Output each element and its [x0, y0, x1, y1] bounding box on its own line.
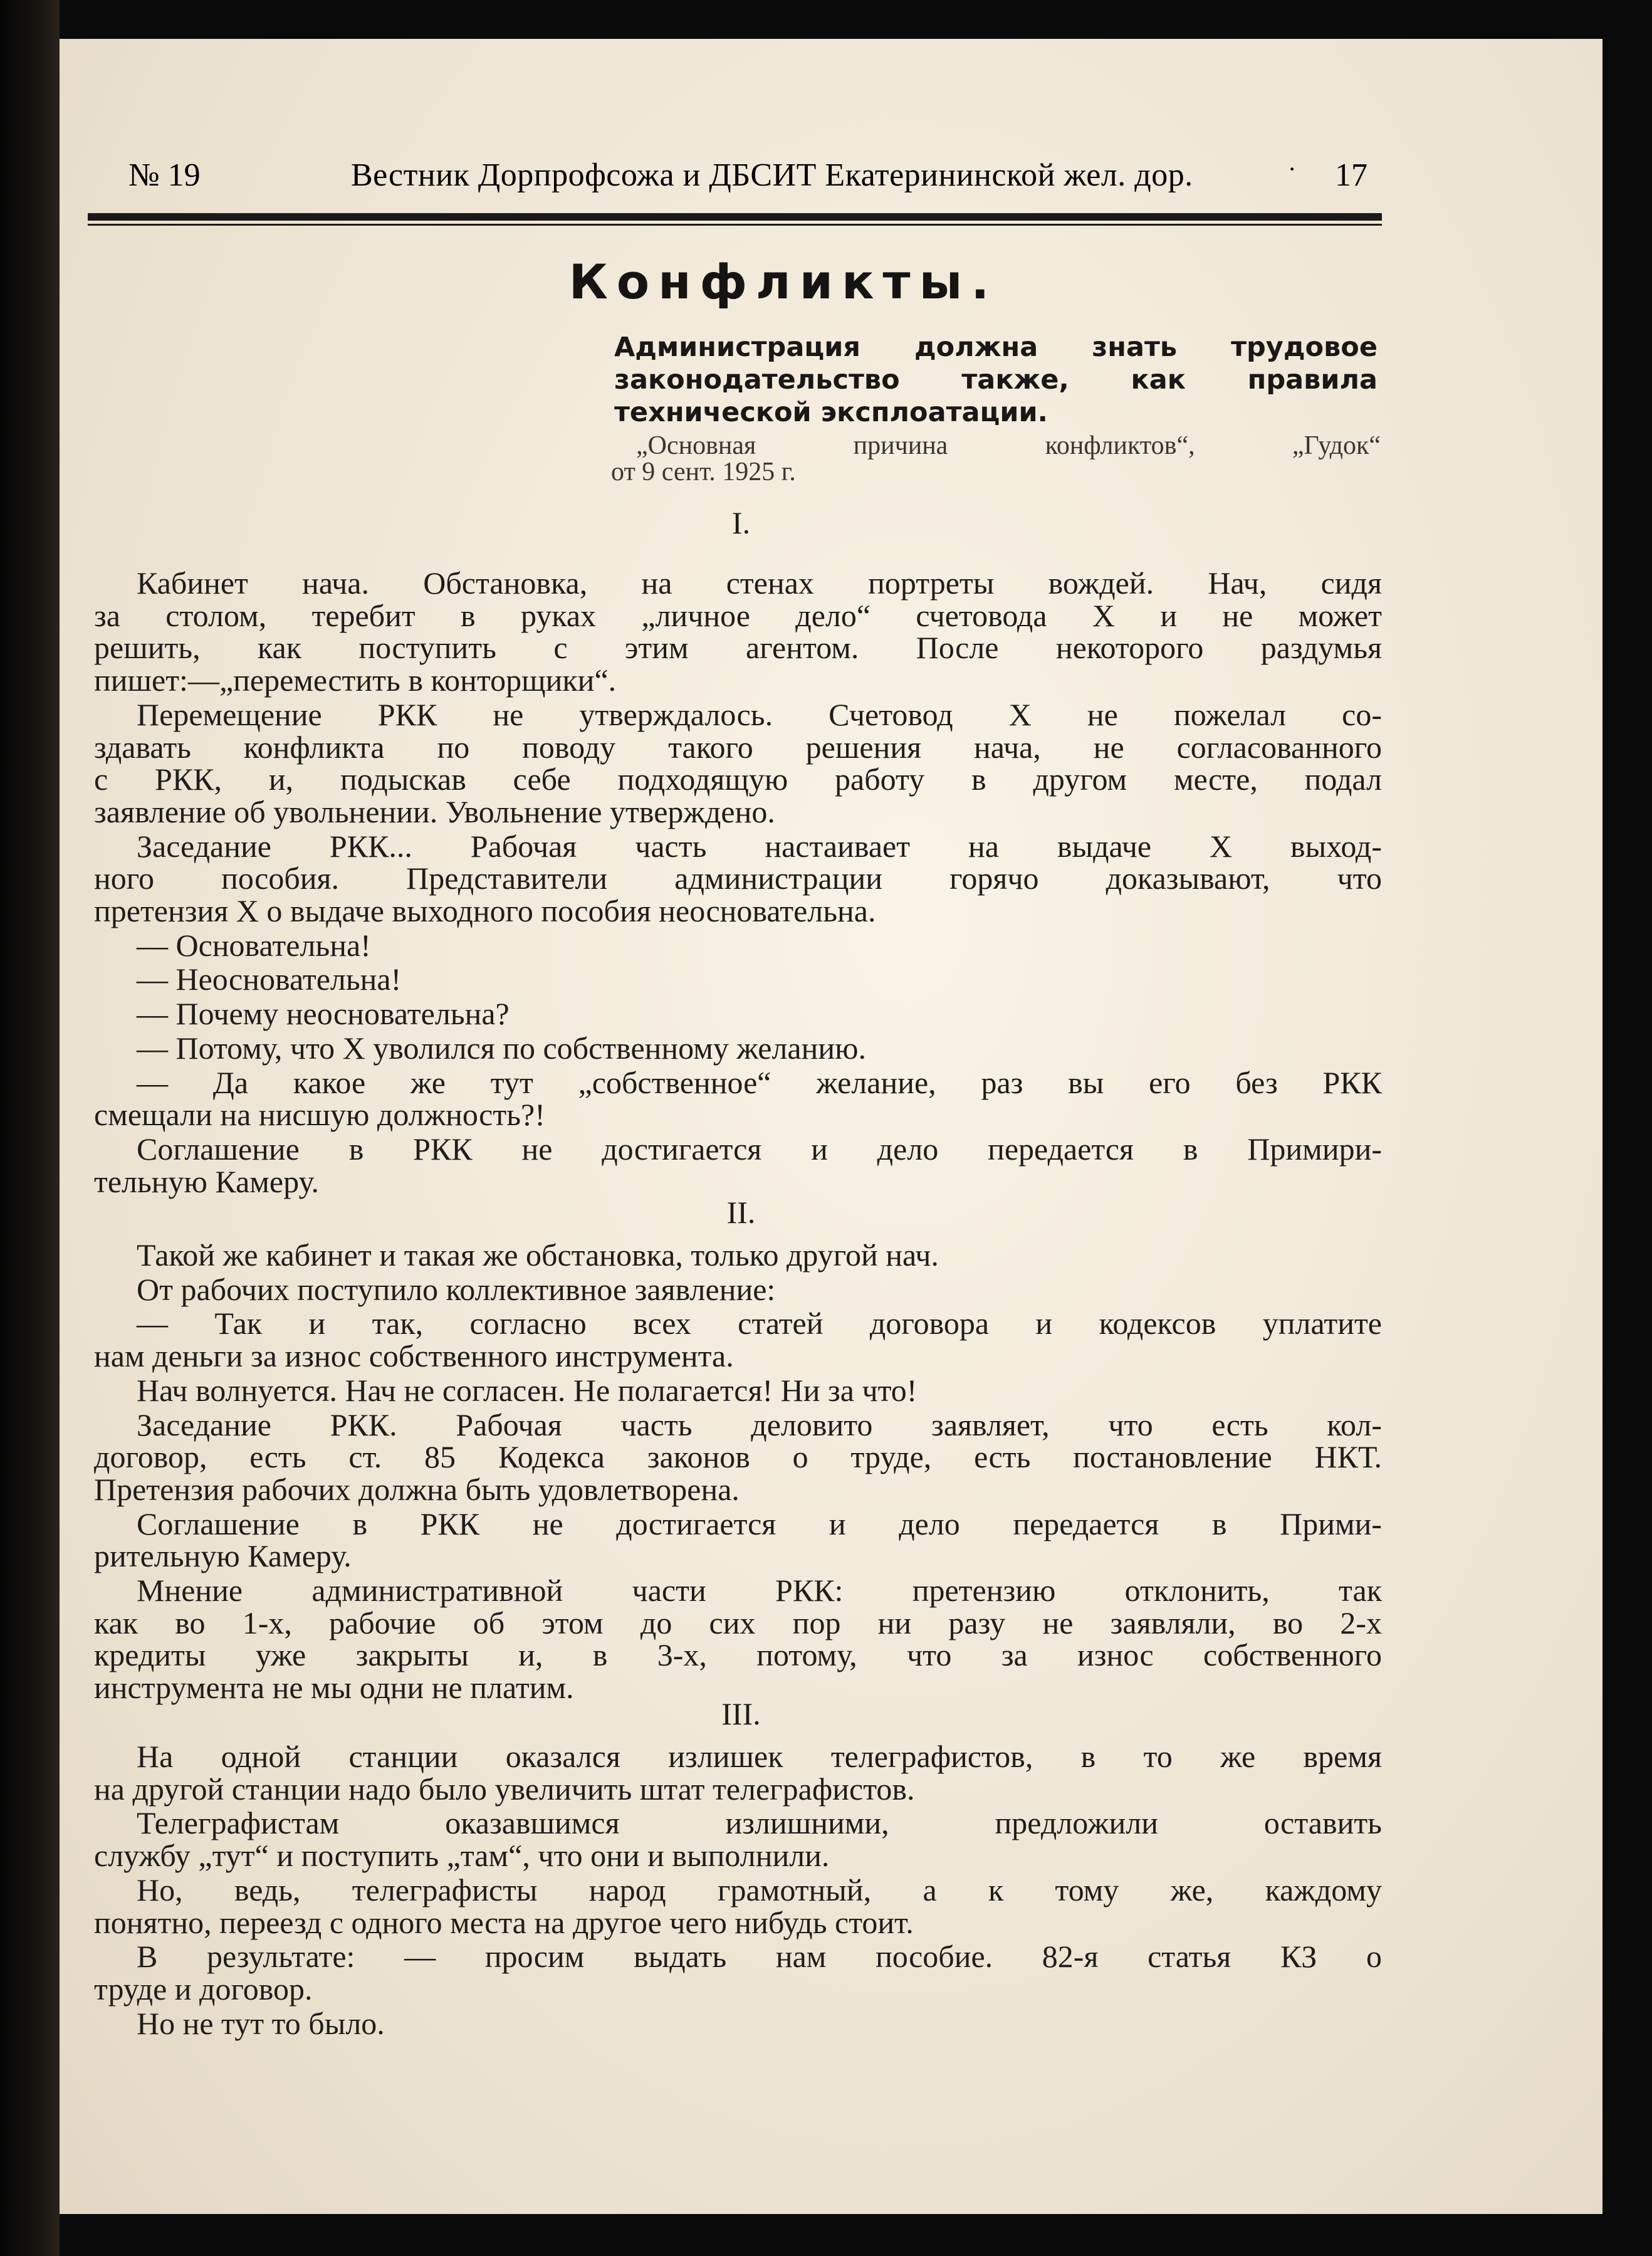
text-line: ного пособия. Представители администрации горячо доказывают, что — [94, 861, 1382, 896]
issue-number: № 19 — [128, 157, 201, 193]
text-line: Телеграфистам оказавшимся излишними, предложили оставить — [137, 1805, 1382, 1841]
text-line: тельную Камеру. — [94, 1163, 319, 1199]
text-line: за столом, теребит в руках „личное дело“ счетовода Х и не может — [94, 597, 1382, 633]
text-line: — Основательна! — [137, 927, 371, 963]
paragraph — [94, 963, 1382, 996]
paragraph — [94, 1741, 1382, 1805]
section-numeral: II. — [726, 1195, 756, 1230]
text-line: как во 1-х, рабочие об этом до сих пор ни разу не заявляли, во 2-х — [94, 1605, 1382, 1640]
paragraph — [94, 696, 1382, 829]
source-line: от 9 сент. 1925 г. — [611, 458, 796, 486]
text-line: Претензия рабочих должна быть удовлетворена. — [94, 1471, 740, 1507]
header-rule-thick — [88, 213, 1382, 221]
paragraph — [94, 1133, 1382, 1198]
text-line: — Потому, что Х уволился по собственному желанию. — [137, 1030, 866, 1066]
text-line: Соглашение в РКК не достигается и дело передается в Прими- — [137, 1506, 1382, 1541]
text-line: Мнение административной части РКК: претензию отклонить, так — [137, 1573, 1382, 1608]
paragraph — [94, 927, 1382, 963]
text-line: с РКК, и, подыскав себе подходящую работу в другом месте, подал — [94, 762, 1382, 797]
paragraph — [94, 1575, 1382, 1704]
text-line: заявление об увольнении. Увольнение утверждено. — [94, 794, 775, 829]
epigraph — [614, 331, 1378, 429]
paragraph — [94, 1308, 1382, 1372]
text-line: — Почему неосновательна? — [137, 996, 510, 1032]
text-line: — Так и так, согласно всех статей договора и кодексов уплатите — [137, 1306, 1382, 1341]
text-line: Кабинет нача. Обстановка, на стенах портреты вождей. Нач, сидя — [137, 565, 1382, 601]
text-line: Но, ведь, телеграфисты народ грамотный, а к тому же, каждому — [137, 1872, 1382, 1907]
epigraph-line: законодательство также, как правила — [614, 364, 1378, 396]
epigraph-source — [611, 433, 1381, 485]
paragraph — [94, 1807, 1382, 1872]
text-line: рительную Камеру. — [94, 1538, 352, 1574]
text-line: — Да какое же тут „собственное“ желание, раз вы его без РКК — [137, 1064, 1382, 1100]
paragraph — [94, 998, 1382, 1031]
text-line: Заседание РКК... Рабочая часть настаивает на выдаче Х выход- — [137, 828, 1382, 864]
text-line: От рабочих поступило коллективное заявление: — [137, 1271, 776, 1307]
running-head — [122, 138, 1369, 216]
paragraph — [94, 1032, 1382, 1065]
paragraph — [94, 1372, 1382, 1408]
text-line: На одной станции оказался излишек телеграфистов, в то же время — [137, 1739, 1382, 1774]
section-numeral: I. — [731, 505, 751, 540]
paragraph — [94, 1271, 1382, 1307]
text-line: пишет:—„переместить в конторщики“. — [94, 663, 617, 698]
text-line: смещали на нисшую должность?! — [94, 1097, 545, 1133]
page-number: 17 — [1335, 157, 1367, 193]
paragraph — [94, 1874, 1382, 1939]
text-line: труде и договор. — [94, 1971, 313, 2007]
source-line: „Основная причина конфликтов“, „Гудок“ — [636, 431, 1381, 460]
text-line: инструмента не мы одни не платим. — [94, 1670, 574, 1706]
paragraph — [94, 1064, 1382, 1133]
paragraph — [94, 1508, 1382, 1573]
paragraph — [94, 1409, 1382, 1506]
paragraph — [94, 1239, 1382, 1272]
epigraph-line: Администрация должна знать трудовое — [614, 332, 1378, 363]
paragraph — [94, 567, 1382, 697]
text-line: на другой станции надо было увеличить штат телеграфистов. — [94, 1771, 915, 1807]
text-line: претензия Х о выдаче выходного пособия неосновательна. — [94, 893, 876, 928]
text-line: В результате: — просим выдать нам пособие. 82-я статья КЗ о — [137, 1939, 1382, 1975]
text-line: Нач волнуется. Нач не согласен. Не полагается! Ни за что! — [137, 1372, 917, 1408]
text-line: договор, есть ст. 85 Кодекса законов о труде, есть постановление НКТ. — [94, 1439, 1382, 1475]
print-dot: · — [1288, 155, 1297, 183]
text-line: здавать конфликта по поводу такого решения нача, не согласованного — [94, 729, 1382, 765]
text-line: кредиты уже закрыты и, в 3-х, потому, что за износ собственного — [94, 1637, 1382, 1673]
article-title: Конфликты. — [568, 254, 998, 310]
paragraph — [94, 1941, 1382, 2005]
text-line: Заседание РКК. Рабочая часть деловито заявляет, что есть кол- — [137, 1407, 1382, 1442]
text-line: нам деньги за износ собственного инструмента. — [94, 1338, 734, 1374]
epigraph-line: технической эксплоатации. — [614, 397, 1048, 428]
paragraph — [94, 2005, 1382, 2041]
text-line: решить, как поступить с этим агентом. После некоторого раздумья — [94, 630, 1382, 666]
text-line: Такой же кабинет и такая же обстановка, только другой нач. — [137, 1237, 939, 1272]
book-spine-shadow — [0, 0, 60, 2256]
journal-title: Вестник Дорпрофсожа и ДБСИТ Екатерининской жел. дор. — [351, 157, 1193, 193]
text-line: — Неосновательна! — [137, 962, 402, 997]
text-line: Но не тут то было. — [137, 2005, 385, 2041]
paragraph — [94, 828, 1382, 928]
text-line: Соглашение в РКК не достигается и дело передается в Примири- — [137, 1131, 1382, 1167]
text-line: понятно, переезд с одного места на другое чего нибудь стоит. — [94, 1904, 914, 1940]
header-rule-thin — [88, 224, 1382, 226]
text-line: Перемещение РКК не утверждалось. Счетовод Х не пожелал со- — [137, 696, 1382, 732]
section-numeral: III. — [721, 1696, 761, 1731]
text-line: службу „тут“ и поступить „там“, что они и выполнили. — [94, 1838, 830, 1874]
